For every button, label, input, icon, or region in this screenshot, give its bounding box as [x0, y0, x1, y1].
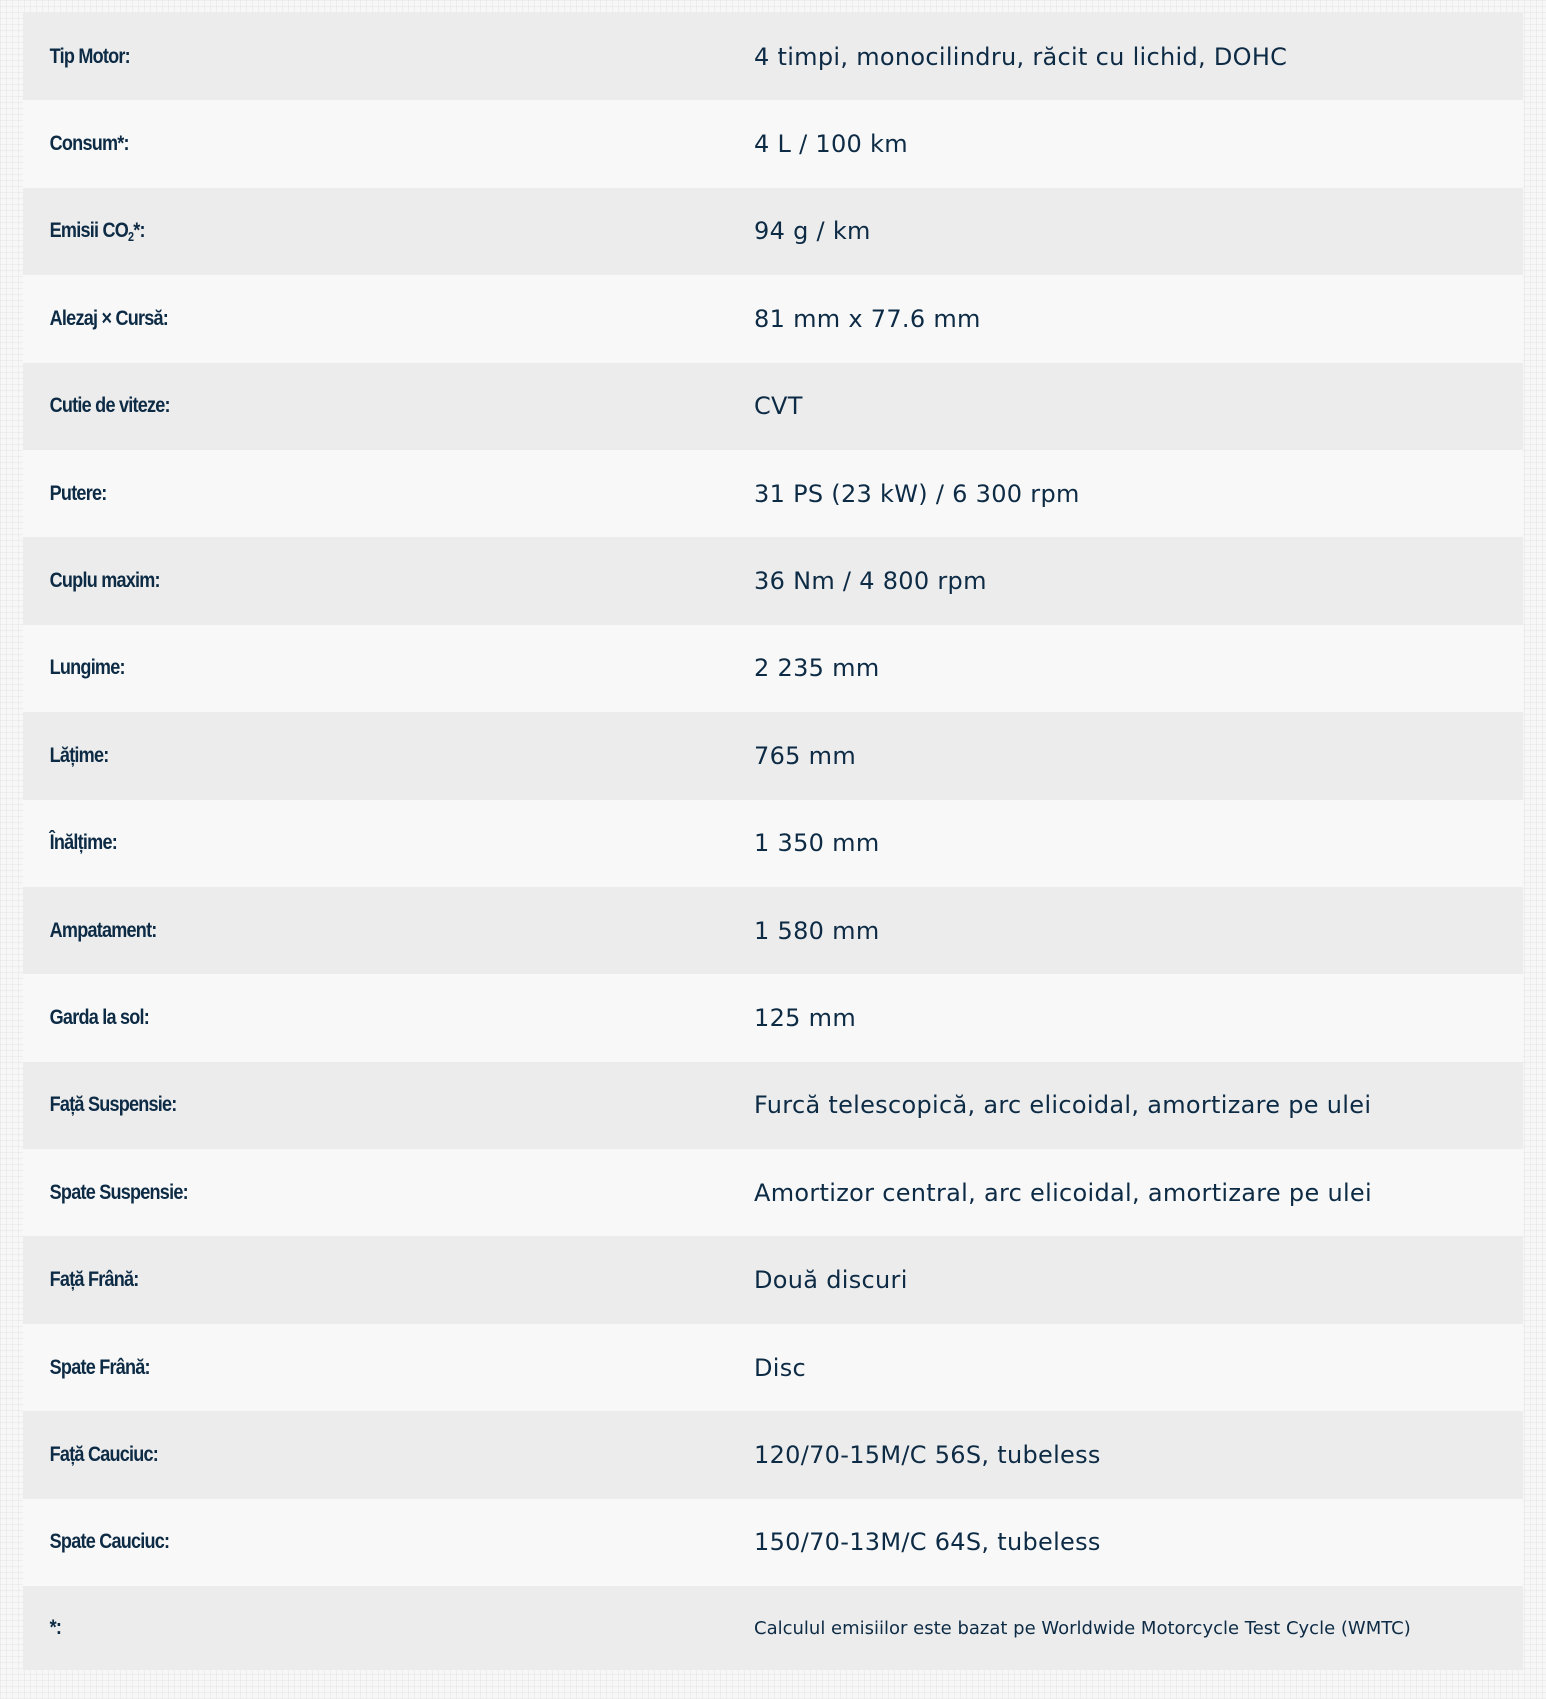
spec-label: Cuplu maxim: — [49, 569, 160, 593]
spec-label: Față Frână: — [49, 1268, 139, 1292]
spec-label: Tip Motor: — [49, 44, 130, 68]
spec-label: *: — [49, 1616, 62, 1640]
spec-row-length — [23, 625, 1523, 712]
spec-label: Cutie de viteze: — [49, 394, 170, 418]
spec-value: 2 235 mm — [754, 654, 880, 683]
spec-label-subscript: 2 — [128, 230, 134, 245]
spec-row-front-brake — [23, 1236, 1523, 1323]
spec-label: Garda la sol: — [49, 1005, 150, 1029]
spec-value: 150/70-13M/C 64S, tubeless — [754, 1528, 1101, 1557]
spec-value: Două discuri — [754, 1266, 908, 1295]
spec-row-rear-suspension — [23, 1149, 1523, 1236]
spec-value: Disc — [754, 1353, 807, 1382]
spec-row-height — [23, 800, 1523, 887]
spec-value: CVT — [754, 392, 803, 421]
spec-label: Lungime: — [49, 656, 125, 680]
spec-label-prefix: Emisii CO — [49, 219, 129, 243]
spec-value: 1 580 mm — [754, 916, 880, 945]
spec-value: Amortizor central, arc elicoidal, amortizare pe ulei — [754, 1178, 1372, 1207]
spec-label: Alezaj × Cursă: — [49, 306, 169, 330]
spec-row-consumption — [23, 100, 1523, 187]
spec-row-rear-brake — [23, 1324, 1523, 1411]
spec-value: Furcă telescopică, arc elicoidal, amortizare pe ulei — [754, 1091, 1372, 1120]
spec-value: 81 mm x 77.6 mm — [754, 304, 981, 333]
spec-label: Față Suspensie: — [49, 1093, 177, 1117]
spec-row-wheelbase — [23, 887, 1523, 974]
spec-value: 94 g / km — [754, 217, 871, 246]
spec-row-co2-emissions — [23, 188, 1523, 275]
spec-label: Față Cauciuc: — [49, 1442, 159, 1466]
spec-value: 4 timpi, monocilindru, răcit cu lichid, DOHC — [754, 42, 1288, 71]
spec-value: 120/70-15M/C 56S, tubeless — [754, 1440, 1101, 1469]
spec-label: Consum*: — [49, 132, 129, 156]
spec-value: 765 mm — [754, 741, 856, 770]
footnote-text: Calculul emisiilor este bazat pe Worldwide Motorcycle Test Cycle (WMTC) — [754, 1617, 1411, 1639]
spec-row-max-torque — [23, 537, 1523, 624]
spec-value: 4 L / 100 km — [754, 130, 908, 159]
spec-label: Spate Frână: — [49, 1355, 150, 1379]
spec-row-footnote — [23, 1586, 1523, 1670]
spec-row-front-suspension — [23, 1062, 1523, 1149]
spec-label-suffix: *: — [133, 219, 145, 243]
spec-row-gearbox — [23, 363, 1523, 450]
spec-row-power — [23, 450, 1523, 537]
spec-value: 125 mm — [754, 1003, 856, 1032]
spec-row-front-tyre — [23, 1411, 1523, 1498]
spec-row-engine-type — [23, 13, 1523, 100]
spec-label — [23, 219, 652, 243]
spec-value: 31 PS (23 kW) / 6 300 rpm — [754, 479, 1080, 508]
spec-table — [23, 13, 1523, 1670]
spec-label: Spate Suspensie: — [49, 1180, 188, 1204]
spec-row-ground-clearance — [23, 974, 1523, 1061]
spec-label: Ampatament: — [49, 918, 157, 942]
spec-label: Lățime: — [49, 743, 109, 767]
spec-row-bore-stroke — [23, 275, 1523, 362]
spec-value: 1 350 mm — [754, 829, 880, 858]
spec-row-rear-tyre — [23, 1499, 1523, 1586]
spec-row-width — [23, 712, 1523, 799]
spec-label: Spate Cauciuc: — [49, 1530, 170, 1554]
spec-label: Putere: — [49, 481, 107, 505]
spec-value: 36 Nm / 4 800 rpm — [754, 567, 987, 596]
spec-label: Înălțime: — [49, 831, 117, 855]
